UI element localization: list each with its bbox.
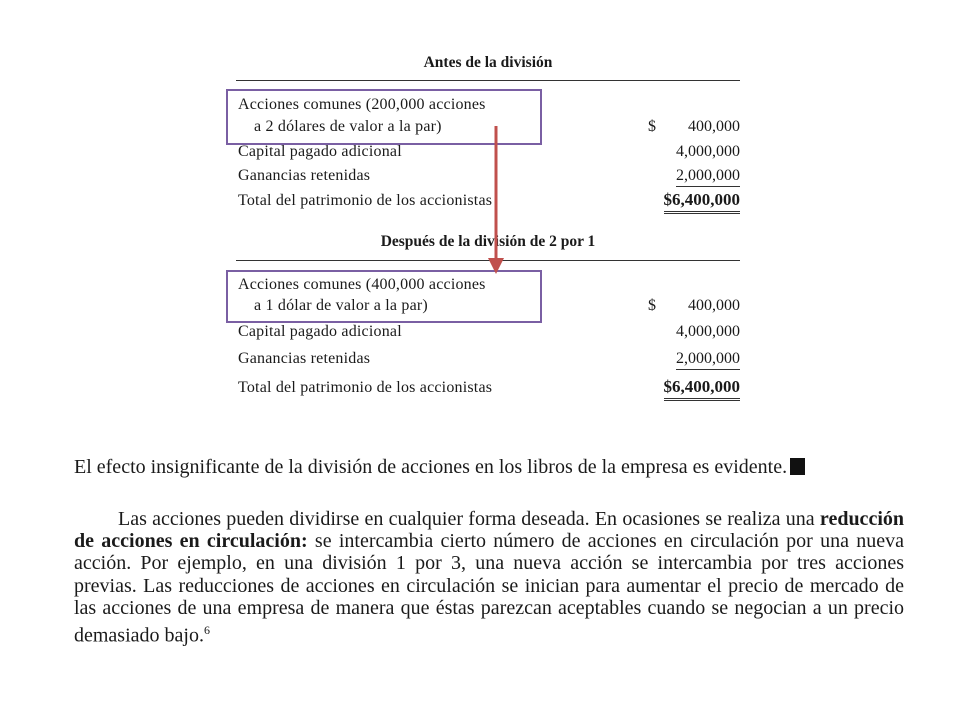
before-total-value: $6,400,000: [664, 190, 741, 214]
before-paid-in-value: 4,000,000: [676, 143, 740, 160]
reverse-split-paragraph: [74, 508, 904, 647]
before-retained-value: 2,000,000: [676, 167, 740, 187]
after-common-value: 400,000: [688, 297, 740, 314]
after-dollar-sign: $: [648, 297, 656, 314]
arrow-head: [488, 258, 504, 274]
before-heading: Antes de la división: [423, 54, 553, 71]
before-common-value: 400,000: [688, 118, 740, 135]
down-arrow-icon: [484, 126, 508, 276]
end-of-example-icon: [790, 458, 805, 475]
after-total-value: $6,400,000: [664, 377, 741, 401]
after-total-label: Total del patrimonio de los accionistas: [238, 379, 493, 396]
before-paid-in-label: Capital pagado adicional: [238, 143, 402, 160]
para-start: Las acciones pueden dividirse en cualquier forma deseada. En ocasiones se realiza una: [118, 508, 820, 530]
before-common-line1: Acciones comunes (200,000 acciones: [238, 96, 486, 113]
key-term: reducción de acciones en circulación: [74, 508, 904, 553]
key-term-colon: :: [300, 530, 308, 553]
before-dollar-sign: $: [648, 118, 656, 135]
conclusion-text: [74, 456, 904, 478]
after-heading: Después de la división de 2 por 1: [380, 233, 596, 250]
after-paid-in-label: Capital pagado adicional: [238, 323, 402, 340]
after-common-line1: Acciones comunes (400,000 acciones: [238, 276, 486, 293]
after-highlight-box: [226, 270, 542, 323]
before-top-rule: [236, 80, 740, 81]
footnote-marker: 6: [203, 623, 210, 638]
conclusion-sentence: El efecto insignificante de la división de acciones en los libros de la empresa es evidente.: [74, 456, 788, 478]
para-rest: se intercambia cierto número de acciones en circulación por una nueva acción. Por ejemplo, en una división 1 por 3, una nueva acción se intercambia por tres acciones previas. Las reducciones de acciones en circulación se inician para aumentar el precio de mercado de las acciones de una empresa de manera que éstas parezcan aceptables cuando se negocian a un precio demasiado bajo.: [74, 530, 905, 647]
before-common-line2: a 2 dólares de valor a la par): [254, 118, 442, 135]
after-retained-value: 2,000,000: [676, 350, 740, 370]
before-total-label: Total del patrimonio de los accionistas: [238, 192, 493, 209]
after-paid-in-value: 4,000,000: [676, 323, 740, 340]
before-retained-label: Ganancias retenidas: [238, 167, 371, 184]
after-common-line2: a 1 dólar de valor a la par): [254, 297, 428, 314]
after-retained-label: Ganancias retenidas: [238, 350, 371, 367]
